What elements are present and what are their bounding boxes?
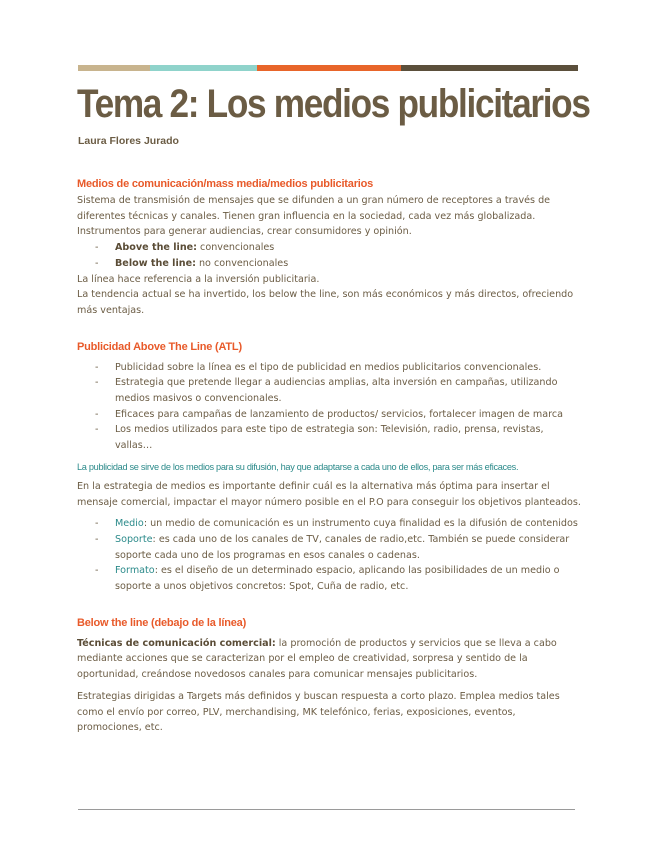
author-name: Laura Flores Jurado (78, 135, 179, 147)
paragraph: La tendencia actual se ha invertido, los below the line, son más económicos y más directos, ofreciendo más ventajas. (77, 289, 574, 316)
definition-term: Formato (115, 565, 155, 577)
list-item-term: Above the line: (115, 242, 197, 254)
paragraph (77, 636, 582, 683)
list-item: - Los medios utilizados para este tipo de estrategia son: Televisión, radio, prensa, revistas, vallas… (115, 422, 582, 453)
highlight-note: La publicidad se sirve de los medios para su difusión, hay que adaptarse a cada uno de ellos, para ser más eficaces. (77, 461, 519, 472)
list-item-term: Below the line: (115, 257, 196, 269)
definition-text: : es el diseño de un determinado espacio, aplicando las posibilidades de un medio o soporte a unos objetivos concretos: Spot, Cuña de radio, etc. (115, 565, 560, 593)
list-item: - Eficaces para campañas de lanzamiento de productos/ servicios, fortalecer imagen de marca (115, 407, 582, 423)
section-heading: Medios de comunicación/mass media/medios publicitarios (77, 178, 374, 190)
list-item-text: no convencionales (195, 257, 289, 269)
color-bar-segment (150, 65, 257, 71)
definition-term: Soporte (115, 533, 153, 545)
section-heading: Below the line (debajo de la línea) (77, 616, 247, 629)
paragraph: Estrategias dirigidas a Targets más definidos y buscan respuesta a corto plazo. Emplea medios tales como el envío por correo, PLV, merchandising, MK telefónico, ferias, exposiciones, eventos, promociones, etc. (77, 690, 560, 734)
list-item (115, 240, 582, 256)
footer-divider (78, 809, 575, 810)
color-bar-segment (257, 65, 401, 71)
section-heading: Publicidad Above The Line (ATL) (77, 340, 242, 353)
paragraph: La línea hace referencia a la inversión publicitaria. (77, 273, 320, 285)
definition-text: : es cada uno de los canales de TV, canales de radio,etc. También se puede considerar soporte cada uno de los programas en esos canales o cadenas. (115, 533, 570, 561)
list-item: - Publicidad sobre la línea es el tipo de publicidad en medios publicitarios convencionales. (115, 360, 582, 376)
list-item: - Estrategia que pretende llegar a audiencias amplias, alta inversión en campañas, utilizando medios masivos o convencionales. (115, 375, 582, 406)
definition-list (77, 516, 582, 595)
definition-text: : un medio de comunicación es un instrumento cuya finalidad es la difusión de contenidos (143, 518, 578, 530)
page-title: Tema 2: Los medios publicitarios (77, 82, 590, 126)
color-bar-segment (78, 65, 150, 71)
definition-term: Medio (115, 518, 144, 530)
paragraph: En la estrategia de medios es importante definir cuál es la alternativa más óptima para insertar el mensaje comercial, impactar el mayor número posible en el P.O para conseguir los objetivos planteados. (77, 480, 581, 508)
paragraph: Sistema de transmisión de mensajes que se difunden a un gran número de receptores a través de diferentes técnicas y canales. Tienen gran influencia en la sociedad, cada vez más globalizada. Instrumentos para generar audiencias, crear consumidores y opinión. (77, 195, 551, 238)
paragraph-text: la promoción de productos y servicios que se lleva a cabo mediante acciones que se caracterizan por el empleo de creatividad, sorpresa y sentido de la oportunidad, creándose novedosos canales para comunicar mensajes publicitarios. (77, 637, 557, 681)
list-item (115, 532, 582, 563)
color-bar-segment (401, 65, 578, 71)
header-color-bar (78, 65, 578, 71)
list-item (115, 563, 582, 594)
list-item (115, 256, 582, 272)
document-body (77, 177, 582, 736)
paragraph-term: Técnicas de comunicación comercial: (77, 637, 276, 649)
list-item-text: convencionales (197, 242, 275, 254)
bullet-list (77, 240, 582, 271)
bullet-list (77, 360, 582, 454)
list-item (115, 516, 582, 532)
